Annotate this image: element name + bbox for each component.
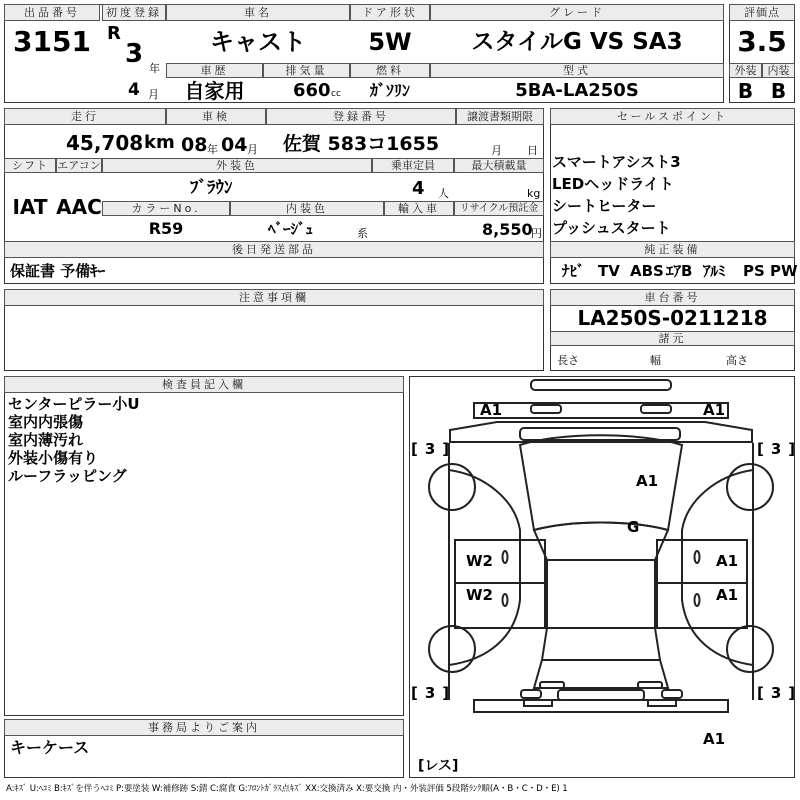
shift: IAT xyxy=(12,195,48,219)
rear-reflector-right xyxy=(662,690,682,698)
insp-month: 04 xyxy=(221,133,248,156)
mark-front-left: A1 xyxy=(480,400,503,419)
rear-window xyxy=(542,628,660,660)
mileage-unit: km xyxy=(144,132,175,153)
cc-unit: cc xyxy=(331,88,341,99)
chassis-label: 車台番号 xyxy=(550,289,795,306)
equipment-item: ABS xyxy=(630,261,664,280)
interior-color: ﾍﾞｰｼﾞｭ xyxy=(268,219,314,238)
transfer-month-unit: 月 xyxy=(491,143,502,157)
int-grade: B xyxy=(770,78,787,103)
mark-rear: A1 xyxy=(703,729,726,748)
door: 5W xyxy=(368,28,412,56)
sales-item: プッシュスタート xyxy=(552,218,671,237)
mark-front-right: A1 xyxy=(703,400,726,419)
score-label: 評価点 xyxy=(729,4,795,21)
tailgate xyxy=(534,660,668,688)
plate: 佐賀 583コ1655 xyxy=(282,132,440,155)
capacity: 4 xyxy=(412,178,425,199)
rear-reflector-left xyxy=(521,690,541,698)
lot-label: 出品番号 xyxy=(4,4,100,21)
cc: 660 xyxy=(293,80,331,101)
interior-color-unit: 系 xyxy=(357,226,368,240)
later-parts: 保証書 予備ｷｰ xyxy=(10,261,106,280)
interior-color-label: 内装色 xyxy=(230,201,384,216)
score: 3.5 xyxy=(737,25,787,58)
ac: AAC xyxy=(56,195,102,219)
equipment-item: ﾅﾋﾞ xyxy=(562,261,585,280)
month-unit: 月 xyxy=(148,87,159,101)
import-label: 輸入車 xyxy=(384,201,454,216)
fuel: ｶﾞｿﾘﾝ xyxy=(369,80,410,100)
grade: スタイルG VS SA3 xyxy=(471,28,683,55)
shift-label: シフト xyxy=(4,158,56,173)
ext-grade: B xyxy=(737,78,754,103)
front-bumper-vent-left xyxy=(531,405,561,413)
tire-rear-right: [ 3 ] xyxy=(757,683,796,702)
ac-label: エアコン xyxy=(57,159,101,172)
sales-item: スマートアシスト3 xyxy=(552,152,681,171)
tire-rear-left: [ 3 ] xyxy=(411,683,450,702)
body-outline-sides xyxy=(449,443,753,700)
rear-vent-left xyxy=(524,700,552,706)
inspector-line: ルーフラッピング xyxy=(8,466,127,485)
right-front-door-handle xyxy=(695,551,700,563)
inspector-line: 室内薄汚れ xyxy=(8,430,84,449)
transfer-label: 譲渡書類期限 xyxy=(456,108,544,125)
grade-label: グレード xyxy=(430,4,724,21)
car-name: キャスト xyxy=(210,28,306,56)
insp-year: 08 xyxy=(181,133,208,156)
era: R xyxy=(107,23,121,44)
colorno-label: カラーNo. xyxy=(102,201,230,216)
int-label: 内装 xyxy=(762,63,795,78)
model: 5BA-LA250S xyxy=(515,79,639,101)
sales-item: LEDヘッドライト xyxy=(552,174,674,193)
rear-lamp-right xyxy=(638,682,662,688)
inspector-line: センターピラー小U xyxy=(8,394,140,413)
equipment-item: PW xyxy=(770,261,798,280)
load-label: 最大積載量 xyxy=(454,158,544,173)
capacity-unit: 人 xyxy=(438,186,449,200)
recycle-label: リサイクル預託金 xyxy=(454,201,544,216)
history: 自家用 xyxy=(184,78,245,103)
later-parts-label: 後日発送部品 xyxy=(4,241,544,258)
front-bumper xyxy=(474,400,728,419)
tire-front-right: [ 3 ] xyxy=(757,439,796,458)
spec-height: 高さ xyxy=(726,353,748,367)
lot-number: 3151 xyxy=(13,25,91,58)
roof xyxy=(547,560,655,628)
history-label: 車歴 xyxy=(166,63,263,78)
rear-lamp-left xyxy=(540,682,564,688)
color: ﾌﾞﾗｳﾝ xyxy=(190,177,233,198)
year-unit: 年 xyxy=(149,61,160,75)
mark-hood: A1 xyxy=(636,471,659,490)
left-rear-door-handle xyxy=(503,594,508,606)
recycle-unit: 円 xyxy=(531,226,542,240)
spare-tire: [レス] xyxy=(418,758,459,774)
recycle: 8,550 xyxy=(482,220,533,239)
insp-year-unit: 年 xyxy=(207,142,218,156)
rear-bumper xyxy=(474,700,728,712)
front-bumper-strip xyxy=(531,380,671,390)
load-unit: kg xyxy=(527,186,541,200)
reg-month: 4 xyxy=(128,79,140,100)
reg-label: 初度登録 xyxy=(102,4,166,21)
ext-label: 外装 xyxy=(729,63,762,78)
legend: A:ｷｽﾞ U:ﾍｺﾐ B:ｷｽﾞを伴うﾍｺﾐ P:要塗装 W:補修跡 S:錆 C:腐食 G:ﾌﾛﾝﾄｶﾞﾗｽ点ｷｽﾞ XX:交換済み X:要交換 内・外装評価 5段階ﾗﾝｸ順(A・B・C・D・E) 1 xyxy=(6,783,568,794)
equipment-item: ｴｱB xyxy=(666,261,693,280)
transfer-day-unit: 日 xyxy=(527,143,538,157)
insp-month-unit: 月 xyxy=(247,142,258,156)
plate-label: 登録番号 xyxy=(266,108,456,125)
left-front-door-handle xyxy=(503,551,508,563)
spec-length: 長さ xyxy=(557,353,579,367)
mileage-label: 走行 xyxy=(4,108,166,125)
office-text: キーケース xyxy=(10,738,90,757)
front-bumper-vent-right xyxy=(641,405,671,413)
colorno: R59 xyxy=(148,218,184,238)
sales-item: シートヒーター xyxy=(552,196,657,215)
inspection-label: 車検 xyxy=(166,108,266,125)
color-label: 外装色 xyxy=(102,158,372,173)
model-label: 型式 xyxy=(430,63,724,78)
inspector-line: 外装小傷有り xyxy=(8,448,99,467)
rear-vent-right xyxy=(648,700,676,706)
windshield xyxy=(534,523,668,561)
rear-plate xyxy=(558,690,644,700)
notes-label: 注意事項欄 xyxy=(4,289,544,306)
spec-label: 諸元 xyxy=(550,331,795,346)
spec-width: 幅 xyxy=(650,353,661,367)
sales-label: セールスポイント xyxy=(550,108,795,125)
office-label: 事務局よりご案内 xyxy=(4,719,404,736)
mark-left-front-door: W2 xyxy=(466,551,493,570)
door-label: ドア形状 xyxy=(350,4,430,21)
fuel-label: 燃料 xyxy=(350,63,430,78)
mark-right-rear-door: A1 xyxy=(716,585,739,604)
inspector-line: 室内内張傷 xyxy=(8,412,84,431)
inspector-label: 検査員記入欄 xyxy=(4,376,404,393)
capacity-label: 乗車定員 xyxy=(372,158,454,173)
mileage: 45,708 xyxy=(66,131,144,155)
equipment-item: PS xyxy=(743,261,765,280)
equipment-label: 純正装備 xyxy=(550,241,795,258)
right-rear-door-handle xyxy=(695,594,700,606)
mark-right-front-door: A1 xyxy=(716,551,739,570)
tire-front-left: [ 3 ] xyxy=(411,439,450,458)
equipment-item: TV xyxy=(598,261,620,280)
reg-year: 3 xyxy=(125,39,144,69)
equipment-item: ｱﾙﾐ xyxy=(703,261,726,280)
chassis-number: LA250S-0211218 xyxy=(577,306,768,330)
car-name-label: 車名 xyxy=(166,4,350,21)
mark-windshield: G xyxy=(627,517,640,536)
mark-left-rear-door: W2 xyxy=(466,585,493,604)
cc-label: 排気量 xyxy=(263,63,350,78)
